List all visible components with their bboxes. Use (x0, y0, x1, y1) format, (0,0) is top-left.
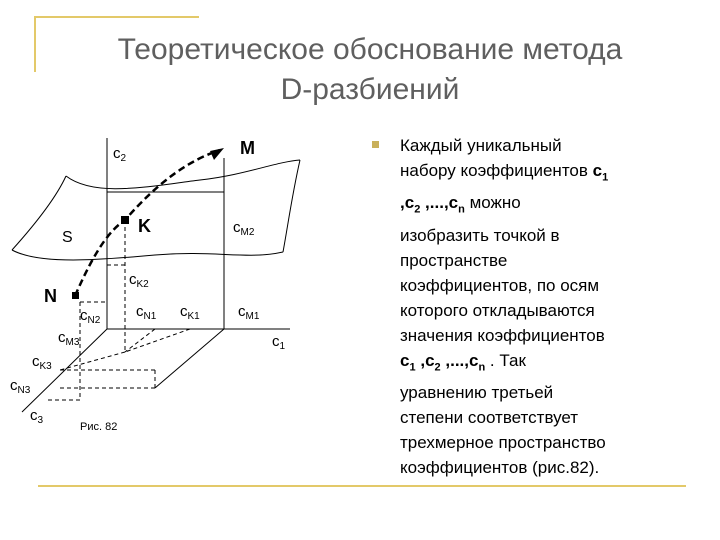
text-line: степени соответствует (400, 408, 579, 428)
label-cn2 (80, 307, 101, 326)
text-line: $,c_2$ $,...,c_n$ можно (400, 193, 521, 216)
text-line: набору коэффициентов $c_1$ (400, 161, 609, 184)
point-k (121, 216, 129, 224)
svg-text:cN2: $c_{N2}$ (80, 307, 101, 326)
label-ck3 (32, 353, 52, 372)
label-cm3 (58, 329, 80, 348)
title-accent-vertical (34, 16, 36, 72)
svg-text:cK3: $c_{K3}$ (32, 353, 52, 372)
label-m: M (240, 138, 255, 158)
label-cm1 (238, 303, 260, 322)
trajectory-arrow (210, 148, 224, 160)
svg-text:cK2: $c_{K2}$ (129, 271, 149, 290)
title-accent-horizontal (34, 16, 199, 18)
text-line: изобразить точкой в (400, 225, 560, 245)
title-line-1: Теоретическое обоснование метода (117, 33, 623, 66)
label-cm2 (233, 219, 255, 238)
svg-text:c1: $c_1$ (272, 333, 286, 352)
text-line: трехмерное пространство (400, 433, 606, 453)
label-c3 (30, 407, 44, 426)
svg-text:cN3: $c_{N3}$ (10, 377, 31, 396)
label-s: S (62, 229, 73, 246)
svg-text:cM1: $c_{M1}$ (238, 303, 260, 322)
text-line: значения коэффициентов (400, 325, 605, 345)
title-line-2: D-разбиений (280, 73, 460, 106)
text-line: Каждый уникальный (400, 136, 562, 155)
label-c2 (113, 145, 127, 164)
label-ck2 (129, 271, 149, 290)
point-n (72, 292, 79, 299)
projection-m-depth (155, 329, 224, 388)
text-line: коэффициентов, по осям (400, 275, 600, 295)
label-cn1 (136, 303, 157, 322)
svg-text:cM2: $c_{M2}$ (233, 219, 255, 238)
figure-caption: Рис. 82 (80, 421, 118, 433)
slide-title (40, 30, 700, 110)
label-cn3 (10, 377, 31, 396)
svg-text:cN1: $c_{N1}$ (136, 303, 157, 322)
label-n: N (44, 286, 57, 306)
svg-text:cM3: $c_{M3}$ (58, 329, 80, 348)
label-c1 (272, 333, 286, 352)
dashed-projections (45, 220, 190, 400)
text-line: уравнению третьей (400, 383, 554, 403)
svg-text:c2: $c_2$ (113, 145, 127, 164)
text-line: которого откладываются (400, 300, 595, 320)
bullet-marker-icon (372, 141, 379, 148)
label-ck1 (180, 303, 200, 322)
bullet-text (400, 133, 700, 480)
svg-text:cK1: $c_{K1}$ (180, 303, 200, 322)
text-line: пространстве (400, 250, 508, 270)
surface-s (12, 160, 300, 260)
bottom-divider (38, 485, 686, 487)
text-line: $c_1$ $,c_2$ $,...,c_n$ . Так (400, 350, 526, 374)
coefficient-space-figure (0, 120, 360, 450)
svg-text:c3: $c_3$ (30, 407, 44, 426)
text-line: коэффициентов (рис.82). (400, 458, 600, 478)
label-k: K (138, 216, 151, 236)
